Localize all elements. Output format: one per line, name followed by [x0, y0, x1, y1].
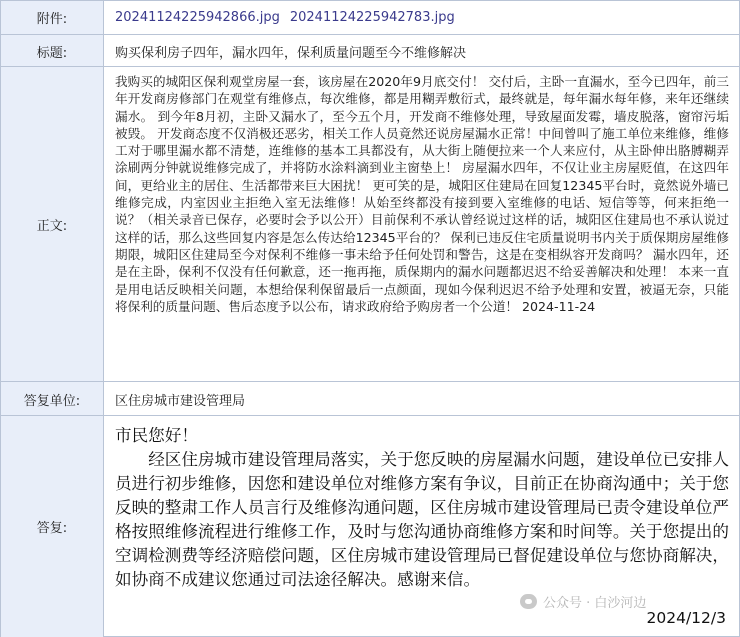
body-row: [1, 66, 739, 382]
reply-greeting: 市民您好！: [115, 426, 198, 445]
unit-row: [1, 381, 739, 416]
body-text: 我购买的城阳区保利观堂房屋一套，该房屋在2020年9月底交付！ 交付后，主卧一直漏水，至今已四年，前三年开发商房修部门在观堂有维修点，每次维修，都是用糊弄敷衍式，最终就是，每年漏水每年修，来年还继续漏水。 到今年8月初，主卧又漏水了，至今五个月，开发商不维修处理，导致屋面发霉，墙皮脱落，窗帘污垢被毁。 开发商态度不仅消极还恶劣，相关工作人员竟然还说房屋漏水正常！中间曾叫了施工单位来维修，维修工对于哪里漏水都不清楚，连维修的基本工具都没有，从大街上随便拉来一个人来应付，从主卧伸出胳膊糊弄涂刷两分钟就说维修完成了，并将防水涂料滴到业主窗垫上！ 房屋漏水四年，不仅让业主房屋贬值，在这四年间，更给业主的居住、生活都带来巨大困扰！ 更可笑的是，城阳区住建局在回复12345平台时，竟然说外墙已维修完成，内室因业主拒绝入室无法维修！从始至终都没有接到要入室维修的电话、短信等等，何来拒绝一说？（相关录音已保存，必要时会予以公开）目前保利不承认曾经说过这样的话，城阳区住建局也不承认说过这样的话，那么这些回复内容是怎么传达给12345平台的？ 保利已违反住宅质量说明书内关于质保期房屋维修期限，城阳区住建局至今对保利不维修一事未给予任何处罚和警告，这是在变相纵容开发商吗？ 漏水四年，还是在主卧，保利不仅没有任何歉意，还一拖再拖，质保期内的漏水问题都迟迟不给妥善解决和处理！ 本来一直是用电话反映相关问题，本想给保利保留最后一点颜面，现如今保利迟迟不给予处理和安置，被逼无奈，只能将保利的质量问题、售后态度予以公布，请求政府给予购房者一个公道！ 2024-11-24: [115, 74, 729, 314]
watermark-text: 公众号 · 白沙河边: [543, 596, 647, 611]
attachment-link[interactable]: 20241124225942783.jpg: [289, 10, 455, 25]
attachments-row: [1, 1, 739, 34]
title-value: 购买保利房子四年，漏水四年，保利质量问题至今不维修解决: [115, 45, 467, 61]
attachments-label: 附件:: [1, 1, 104, 34]
reply-label: 答复:: [1, 416, 104, 637]
reply-text: [115, 424, 729, 592]
unit-label: 答复单位:: [1, 382, 104, 416]
watermark: [520, 592, 646, 611]
wechat-icon: [520, 594, 537, 609]
reply-date: 2024/12/3: [646, 609, 726, 627]
unit-value: 区住房城市建设管理局: [115, 393, 246, 409]
title-row: [1, 34, 739, 67]
body-label: 正文:: [1, 67, 104, 382]
title-label: 标题:: [1, 35, 104, 67]
reply-content: 经区住房城市建设管理局落实，关于您反映的房屋漏水问题，建设单位已安排人员进行初步维修，因您和建设单位对维修方案有争议，目前正在协商沟通中；关于您反映的整肃工作人员言行及维修沟通问题，区住房城市建设管理局已责令建设单位严格按照维修流程进行维修工作，及时与您沟通协商维修方案和时间等。关于您提出的空调检测费等经济赔偿问题，区住房城市建设管理局已督促建设单位与您协商解决，如协商不成建议您通过司法途径解决。感谢来信。: [115, 450, 729, 589]
attachment-link[interactable]: 20241124225942866.jpg: [115, 10, 280, 25]
attachments-value: [115, 1, 731, 34]
